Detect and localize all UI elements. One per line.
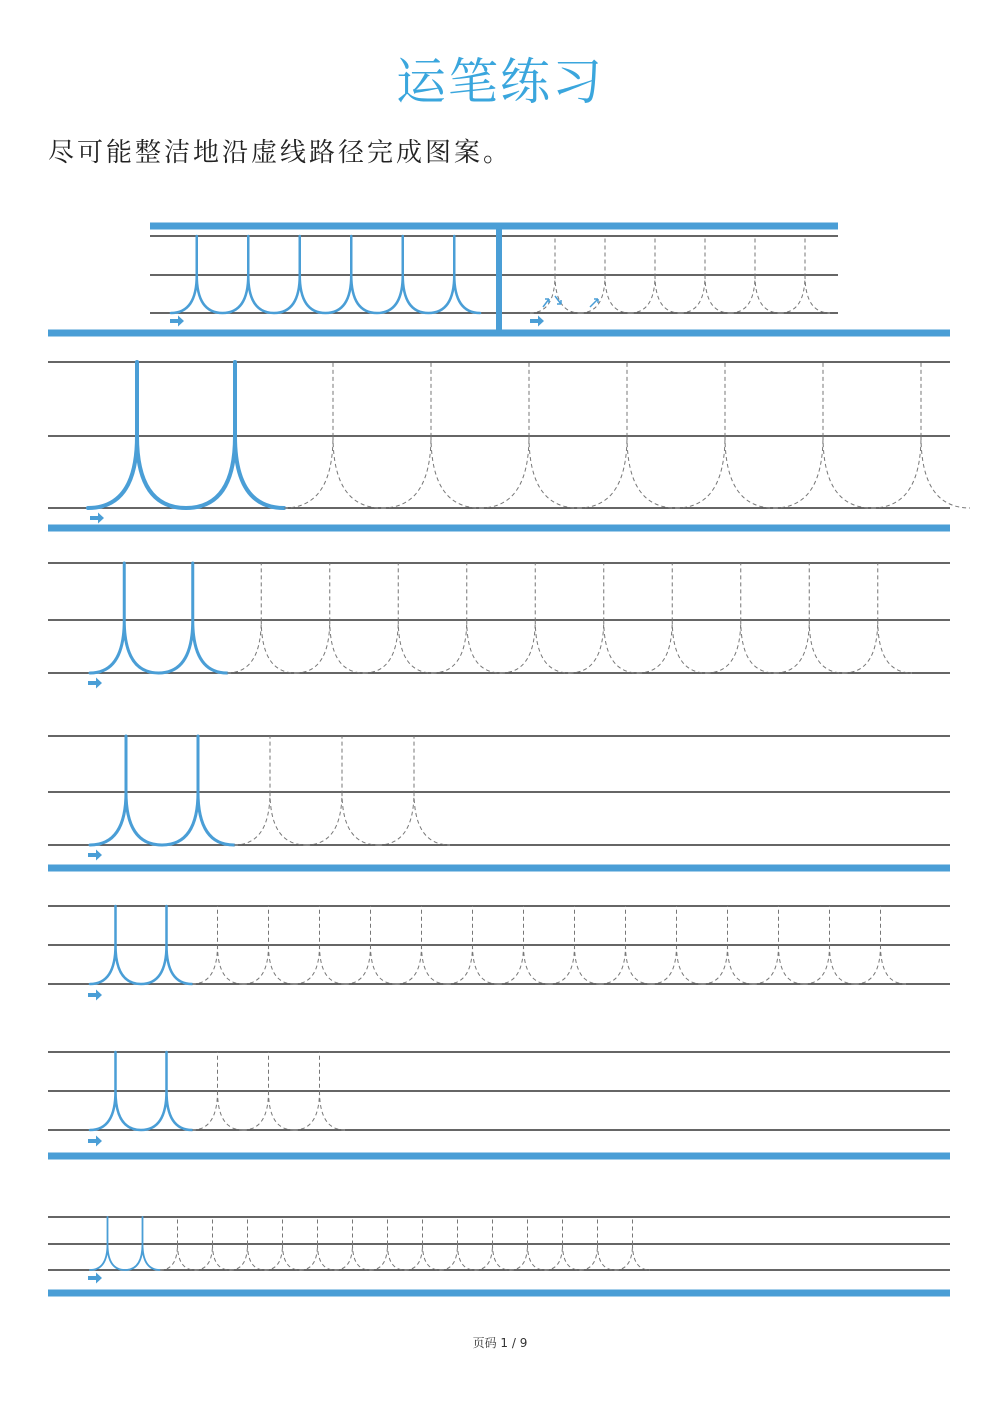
right-arrow-icon — [88, 678, 102, 689]
right-arrow-icon — [88, 1136, 102, 1147]
right-arrow-icon — [88, 850, 102, 861]
separator-bar — [48, 1153, 950, 1160]
divider-bar — [496, 226, 502, 336]
separator-bar — [48, 1290, 950, 1297]
traced-pattern — [90, 736, 234, 845]
right-arrow-icon — [90, 513, 104, 524]
right-arrow-icon — [88, 990, 102, 1001]
right-arrow-icon — [530, 316, 544, 327]
dashed-pattern — [227, 563, 912, 673]
dashed-pattern — [234, 736, 450, 845]
traced-pattern — [88, 362, 284, 508]
separator-bar — [48, 865, 950, 872]
direction-arrow-icon — [543, 299, 549, 307]
direction-arrow-icon — [590, 299, 598, 307]
traced-pattern — [90, 563, 227, 673]
right-arrow-icon — [170, 316, 184, 327]
right-arrow-icon — [88, 1273, 102, 1284]
dashed-pattern — [284, 362, 970, 508]
instruction-text: 尽可能整洁地沿虚线路径完成图案。 — [48, 138, 513, 168]
separator-bar — [48, 525, 950, 532]
page-title: 运笔练习 — [396, 53, 604, 111]
page-number: 页码 1 / 9 — [472, 1336, 528, 1350]
separator-bar — [150, 223, 838, 230]
